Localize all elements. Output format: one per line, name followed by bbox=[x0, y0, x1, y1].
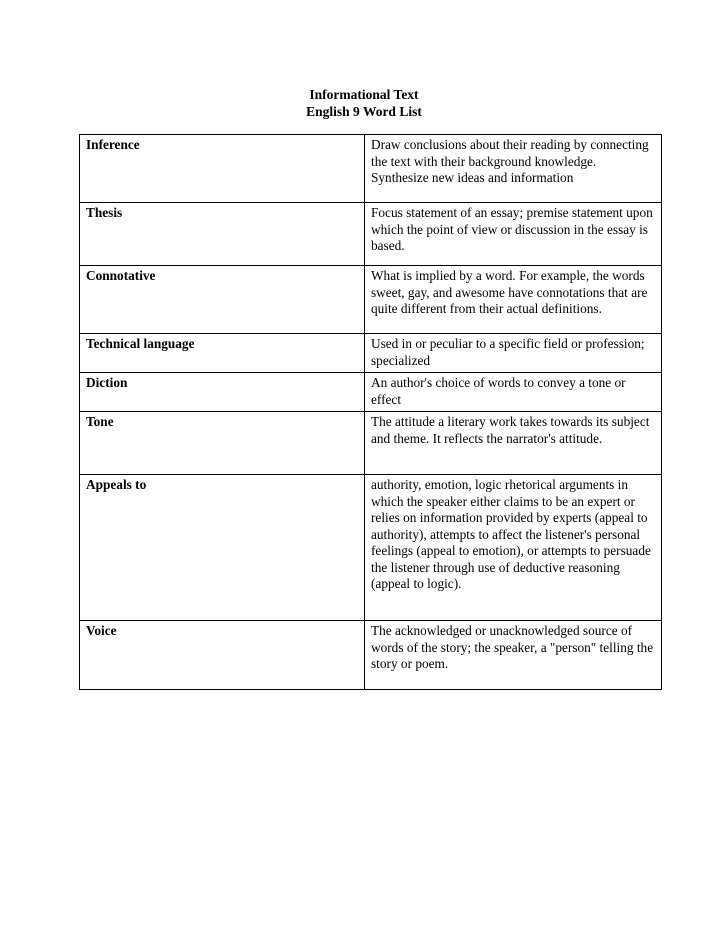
definition-cell: Used in or peculiar to a specific field or profession; specialized bbox=[365, 334, 662, 373]
table-row bbox=[80, 412, 662, 475]
title-line-2: English 9 Word List bbox=[306, 104, 422, 119]
term-cell: Connotative bbox=[80, 266, 365, 334]
table-row bbox=[80, 475, 662, 621]
term-cell: Inference bbox=[80, 135, 365, 203]
definition-cell: The acknowledged or unacknowledged source of words of the story; the speaker, a "person" telling the story or poem. bbox=[365, 621, 662, 690]
term-cell: Technical language bbox=[80, 334, 365, 373]
definition-cell: authority, emotion, logic rhetorical arguments in which the speaker either claims to be an expert or relies on information provided by experts (appeal to authority), attempts to affect the listener's personal feelings (appeal to emotion), or attempts to persuade the listener through use of deductive reasoning (appeal to logic). bbox=[365, 475, 662, 621]
term-cell: Thesis bbox=[80, 203, 365, 266]
definition-cell: What is implied by a word. For example, the words sweet, gay, and awesome have connotations that are quite different from their actual definitions. bbox=[365, 266, 662, 334]
term-cell: Voice bbox=[80, 621, 365, 690]
table-row bbox=[80, 334, 662, 373]
term-cell: Diction bbox=[80, 373, 365, 412]
term-cell: Tone bbox=[80, 412, 365, 475]
table-row bbox=[80, 266, 662, 334]
definition-cell: Focus statement of an essay; premise statement upon which the point of view or discussion in the essay is based. bbox=[365, 203, 662, 266]
definition-cell: An author's choice of words to convey a tone or effect bbox=[365, 373, 662, 412]
table-row bbox=[80, 621, 662, 690]
definition-cell: Draw conclusions about their reading by connecting the text with their background knowledge. Synthesize new ideas and information bbox=[365, 135, 662, 203]
table-row bbox=[80, 203, 662, 266]
document-title bbox=[0, 86, 728, 120]
table-row bbox=[80, 135, 662, 203]
table-row bbox=[80, 373, 662, 412]
term-cell: Appeals to bbox=[80, 475, 365, 621]
definition-cell: The attitude a literary work takes towards its subject and theme. It reflects the narrator's attitude. bbox=[365, 412, 662, 475]
word-list-table bbox=[79, 134, 662, 690]
title-line-1: Informational Text bbox=[309, 87, 419, 102]
